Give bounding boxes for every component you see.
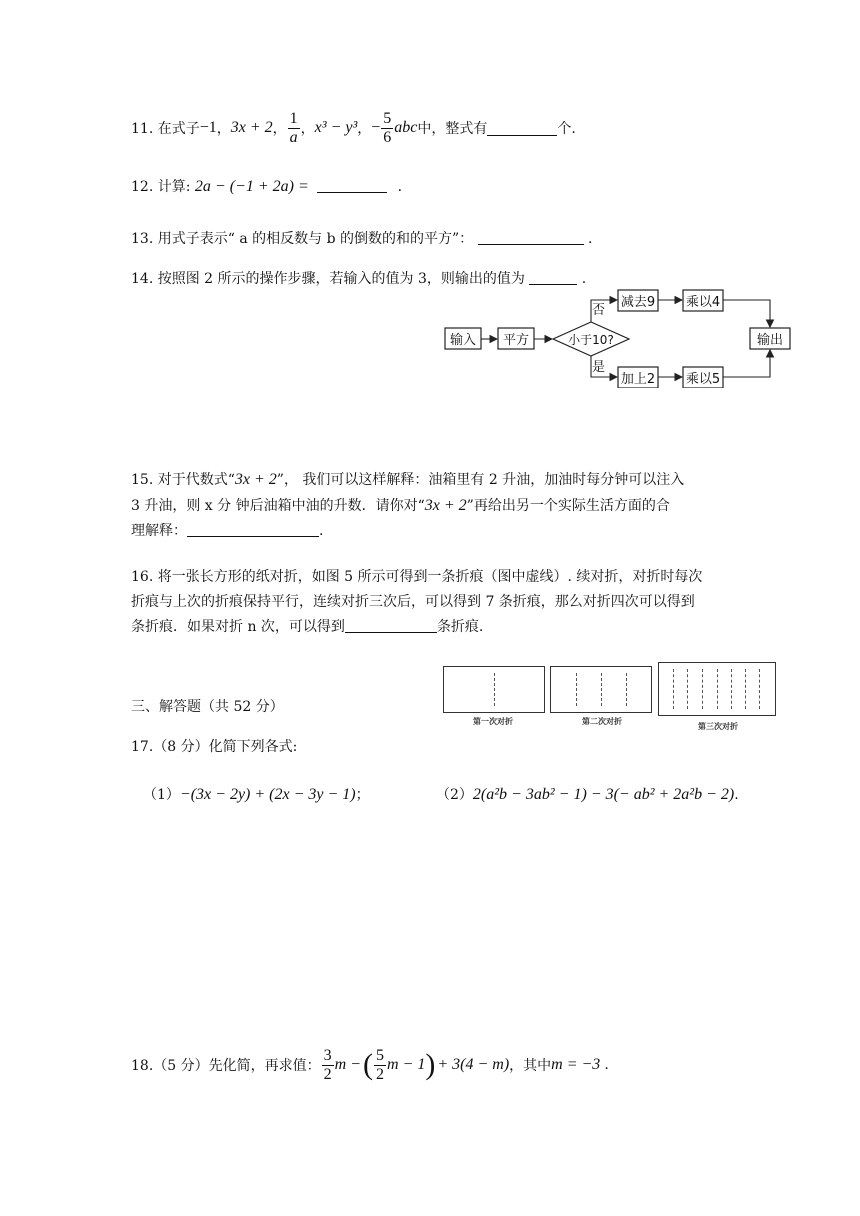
flow-multiply4-label: 乘以4 [685, 295, 721, 310]
q11-fraction-2: $\frac{5}{6}$ [383, 109, 392, 146]
q11-answer-blank[interactable] [487, 121, 557, 136]
fold-crease [673, 669, 674, 709]
fold-crease [745, 669, 746, 709]
q11-sep3: ， [300, 121, 315, 137]
q18-term-1: m − [334, 1056, 361, 1073]
q13-suffix: . [588, 231, 593, 247]
q13-answer-blank[interactable] [478, 230, 584, 245]
q15-line3: 理解释： [131, 523, 187, 539]
q15-line2: 3 升油，则 x 分 钟后油箱中油的升数．请你对“ [131, 498, 425, 514]
flow-no-label: 否 [592, 303, 606, 318]
fold-crease [626, 673, 627, 706]
section-3-heading: 三、解答题（共 52 分） [131, 699, 284, 715]
q16-line2: 折痕与上次的折痕保持平行，连续对折三次后，可以得到 7 条折痕，那么对折四次可以得到 [131, 594, 695, 610]
q13-text: 13. 用式子表示“ a 的相反数与 b 的倒数的和的平方”： [131, 231, 474, 247]
q15-expr: 3x + 2 [234, 471, 277, 488]
flow-condition-label: 小于10? [568, 333, 614, 347]
fold-paper-3 [658, 662, 776, 716]
q12-answer-blank[interactable] [317, 178, 387, 193]
fold-figure-5 [440, 660, 780, 735]
q18-suffix: . [604, 1057, 609, 1073]
fold-crease [702, 669, 703, 709]
flow-input-label: 输入 [449, 333, 477, 348]
q17-part-1-expr: −(3x − 2y) + (2x − 3y − 1) [179, 786, 356, 803]
q18-fraction-2: $\frac{5}{2}$ [375, 1046, 384, 1083]
q18-prefix: 18.（5 分）先化简，再求值： [131, 1058, 321, 1074]
question-12 [131, 176, 402, 196]
fold-crease [717, 669, 718, 709]
fold-caption-2: 第二次对折 [582, 717, 622, 726]
q15-line2b: ”再给出另一个实际生活方面的合 [466, 498, 670, 514]
q18-term-3: + 3(4 − m) [437, 1056, 510, 1073]
fold-paper-2 [550, 666, 652, 713]
fold-crease [687, 669, 688, 709]
q11-sep2: ， [272, 121, 287, 137]
flowchart-figure-2 [440, 288, 800, 388]
question-13 [131, 228, 593, 248]
flow-arrow-mul5-output [723, 350, 770, 377]
q14-text: 14. 按照图 2 所示的操作步骤，若输入的值为 3，则输出的值为 [131, 271, 525, 287]
q11-expr4: x³ − y³ [314, 119, 358, 136]
q11-sep4: ， [357, 121, 372, 137]
question-15 [131, 467, 731, 544]
q14-answer-blank[interactable] [529, 270, 577, 285]
fold-caption-3: 第三次对折 [698, 722, 738, 731]
question-18: 18.（5 分）先化简，再求值： $\frac{3}{2}$ m − ( $\frac{5}{2}$ m − 1 ) + 3(4 − m) ，其中 m = −3 . [131, 1046, 609, 1083]
q17-part-2-expr: 2(a²b − 3ab² − 1) − 3(− ab² + 2a²b − 2) [472, 786, 735, 803]
flow-arrow-mul4-output [723, 300, 770, 327]
flow-add-label: 加上2 [620, 372, 656, 387]
fold-paper-1 [443, 666, 545, 713]
fold-crease [731, 669, 732, 709]
flow-subtract-label: 减去9 [620, 295, 656, 310]
q12-suffix: . [397, 179, 403, 195]
q16-line1: 16. 将一张长方形的纸对折，如图 5 所示可得到一条折痕（图中虚线）. 续对折，对折时每次 [131, 569, 703, 585]
q11-suffix: 个. [557, 121, 576, 137]
q18-condition: m = −3 [551, 1056, 601, 1073]
question-14 [131, 268, 586, 288]
q12-expr: 2a − (−1 + 2a) = [194, 178, 309, 195]
fold-crease [759, 669, 760, 709]
q15-line1b: ”， 我们可以这样解释：油箱里有 2 升油，加油时每分钟可以注入 [276, 472, 685, 488]
question-17-title: 17.（8 分）化简下列各式: [131, 739, 298, 755]
q11-expr5: abc [394, 119, 418, 136]
q15-answer-blank[interactable] [187, 522, 319, 537]
q12-prefix: 12. 计算: [131, 179, 191, 195]
flow-yes-label: 是 [592, 360, 606, 375]
q14-suffix: . [581, 271, 587, 287]
q11-prefix: 11. 在式子 [131, 121, 200, 137]
question-11: 11. 在式子 −1 ， 3x + 2 ， $\frac{1}{a}$ ， x³ − y³ ， − $\frac{5}{6}$ abc 中，整式有 个. [131, 109, 576, 146]
q18-fraction-1: $\frac{3}{2}$ [323, 1046, 332, 1083]
fold-crease [494, 673, 495, 706]
q15-line1a: 15. 对于代数式“ [131, 472, 235, 488]
q17-part-2: （2）2(a²b − 3ab² − 1) − 3(− ab² + 2a²b − 2). [436, 786, 739, 803]
q18-middle: ，其中 [509, 1058, 552, 1074]
flow-output-label: 输出 [756, 333, 784, 348]
fold-crease [576, 673, 577, 706]
flow-square-label: 平方 [502, 333, 530, 348]
q15-expr-2: 3x + 2 [424, 497, 467, 514]
fold-crease [601, 673, 602, 706]
q11-middle: 中，整式有 [417, 121, 488, 137]
q15-suffix: . [319, 523, 324, 539]
q16-answer-blank[interactable] [345, 618, 437, 633]
q16-line3a: 条折痕．如果对折 n 次，可以得到 [131, 619, 345, 635]
q16-line3b: 条折痕. [436, 619, 484, 635]
q11-fraction-1: $\frac{1}{a}$ [289, 109, 298, 146]
q17-part-1: （1）−(3x − 2y) + (2x − 3y − 1)； [143, 786, 370, 803]
question-16 [131, 565, 731, 640]
flow-multiply5-label: 乘以5 [685, 372, 721, 387]
q11-sep1: ， [216, 121, 231, 137]
q18-term-2: m − 1 [386, 1056, 426, 1073]
q11-expr2: 3x + 2 [230, 119, 273, 136]
fold-caption-1: 第一次对折 [473, 717, 513, 726]
q11-expr1: −1 [199, 119, 217, 136]
